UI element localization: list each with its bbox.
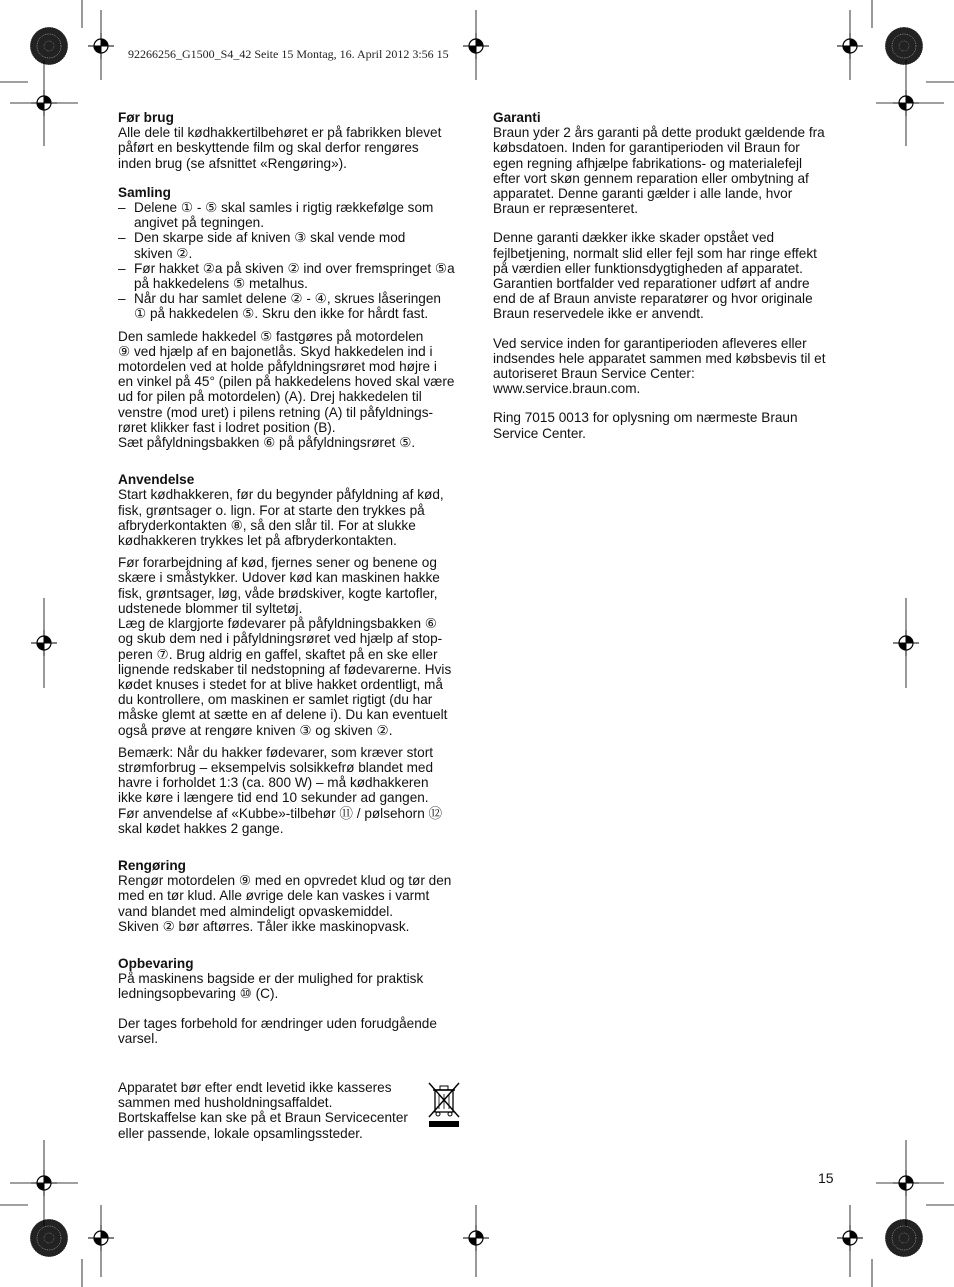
heading-anvendelse: Anvendelse (118, 472, 195, 488)
garanti-p3: Ved service inden for garantiperioden afleveres eller indsendes hele apparatet sammen med købsbevis til et autoriseret Braun Service Center: www.service.braun.com. (493, 335, 826, 397)
section-foer-brug (118, 110, 468, 171)
section-samling (118, 185, 468, 450)
heading-samling: Samling (118, 184, 171, 200)
left-column (118, 110, 468, 1046)
heading-foer-brug: Før brug (118, 110, 174, 125)
section-rengoering (118, 858, 468, 934)
garanti-p4: Ring 7015 0013 for oplysning om nærmeste Braun Service Center. (493, 410, 798, 441)
anvendelse-p3: Bemærk: Når du hakker fødevarer, som kræver stort strømforbrug – eksempelvis solsikkefrø blandet med havre i forholdet 1:3 (ca. 800 W) – må kødhakkeren ikke køre i længere tid end 10 sekunder ad gangen. Før anvendelse af «Kubbe»-tilbehør ⑪ / pølsehorn ⑫ skal kødet hakkes 2 gange. (118, 744, 443, 836)
heading-rengoering: Rengøring (118, 857, 186, 873)
garanti-p1: Braun yder 2 års garanti på dette produkt gældende fra købsdatoen. Inden for garantiperioden vil Braun for egen regning afhjælpe fabrikations- og materialefejl efter vort skøn gennem reparation eller ombytning af apparatet. Denne garanti gælder i alle lande, hvor Braun er repræsenteret. (493, 125, 825, 217)
opbevaring-text: På maskinens bagside er der mulighed for praktisk ledningsopbevaring ⑩ (C). (118, 971, 424, 1002)
samling-list (118, 200, 468, 322)
right-column (493, 110, 843, 441)
crossed-out-wheelie-bin-icon (426, 1080, 462, 1130)
section-garanti (493, 110, 843, 441)
print-slug: 92266256_G1500_S4_42 Seite 15 Montag, 16. April 2012 3:56 15 (128, 47, 449, 61)
anvendelse-p2: Før forarbejdning af kød, fjernes sener og benene og skære i småstykker. Udover kød kan maskinen hakke fisk, grøntsager, løg, våde brødskiver, kogte kartofler, udstenede blommer til syltetøj. Læg de klargjorte fødevarer på påfyldningsbakken ⑥ og skub dem ned i påfyldningsrøret ved hjælp af stop- peren ⑦. Brug aldrig en gaffel, skaftet på en ske eller lignende redskaber til nedstopning af fødevarerne. Hvis kødet knuses i stedet for at blive hakket ordentligt, må du kontrollere, om maskinen er samlet rigtigt (du har måske glemt at sætte en af delene i). Du kan eventuelt også prøve at rengøre kniven ③ og skiven ②. (118, 555, 452, 738)
list-item: – Den skarpe side af kniven ③ skal vende mod skiven ②. (118, 230, 468, 260)
anvendelse-p1: Start kødhakkeren, før du begynder påfyldning af kød, fisk, grøntsager o. lign. For at starte den trykkes på afbryderkontakten ⑧, så den slår til. For at slukke kødhakkeren trykkes let på afbryderkontakten. (118, 487, 444, 549)
section-opbevaring (118, 956, 468, 1046)
page-number: 15 (818, 1170, 834, 1186)
section-anvendelse (118, 472, 468, 836)
rengoering-text: Rengør motordelen ⑨ med en opvredet klud og tør den med en tør klud. Alle øvrige dele kan vaskes i varmt vand blandet med almindeligt opvaskemiddel. Skiven ② bør aftørres. Tåler ikke maskinopvask. (118, 873, 452, 934)
list-item: – Delene ① - ⑤ skal samles i rigtig rækkefølge som angivet på tegningen. (118, 200, 468, 230)
list-item: – Før hakket ②a på skiven ② ind over fremspringet ⑤a på hakkedelens ⑤ metalhus. (118, 261, 468, 291)
garanti-p2: Denne garanti dækker ikke skader opstået ved fejlbetjening, normalt slid eller fejl som har ringe effekt på værdien eller funktionsdygtigheden af apparatet. Garantien bortfalder ved reparationer udført af andre end de af Braun anviste reparatører og hvor originale Braun reservedele ikke er anvendt. (493, 230, 817, 322)
heading-opbevaring: Opbevaring (118, 955, 194, 971)
foer-brug-text: Alle dele til kødhakkertilbehøret er på fabrikken blevet påført en beskyttende film og skal derfor rengøres inden brug (se afsnittet «Rengøring»). (118, 125, 442, 171)
disposal-text: Apparatet bør efter endt levetid ikke kasseres sammen med husholdningsaffaldet. Bortskaffelse kan ske på et Braun Servicecenter eller passende, lokale opsamlingssteder. (118, 1080, 408, 1141)
samling-paragraph: Den samlede hakkedel ⑤ fastgøres på motordelen ⑨ ved hjælp af en bajonetlås. Skyd hakkedelen ind i motordelen ved at holde påfyldningsrøret mod højre i en vinkel på 45° (pilen på hakkedelens hoved skal være ud for pilen på motordelen) (A). Drej hakkedelen til venstre (mod uret) i pilens retning (A) til påfyldnings- røret klikker fast i lodret position (B). Sæt påfyldningsbakken ⑥ på påfyldningsrøret ⑤. (118, 328, 455, 451)
opbevaring-note: Der tages forbehold for ændringer uden forudgående varsel. (118, 1015, 437, 1046)
heading-garanti: Garanti (493, 110, 541, 125)
list-item: – Når du har samlet delene ② - ④, skrues låseringen ① på hakkedelen ⑤. Skru den ikke for hårdt fast. (118, 291, 468, 321)
